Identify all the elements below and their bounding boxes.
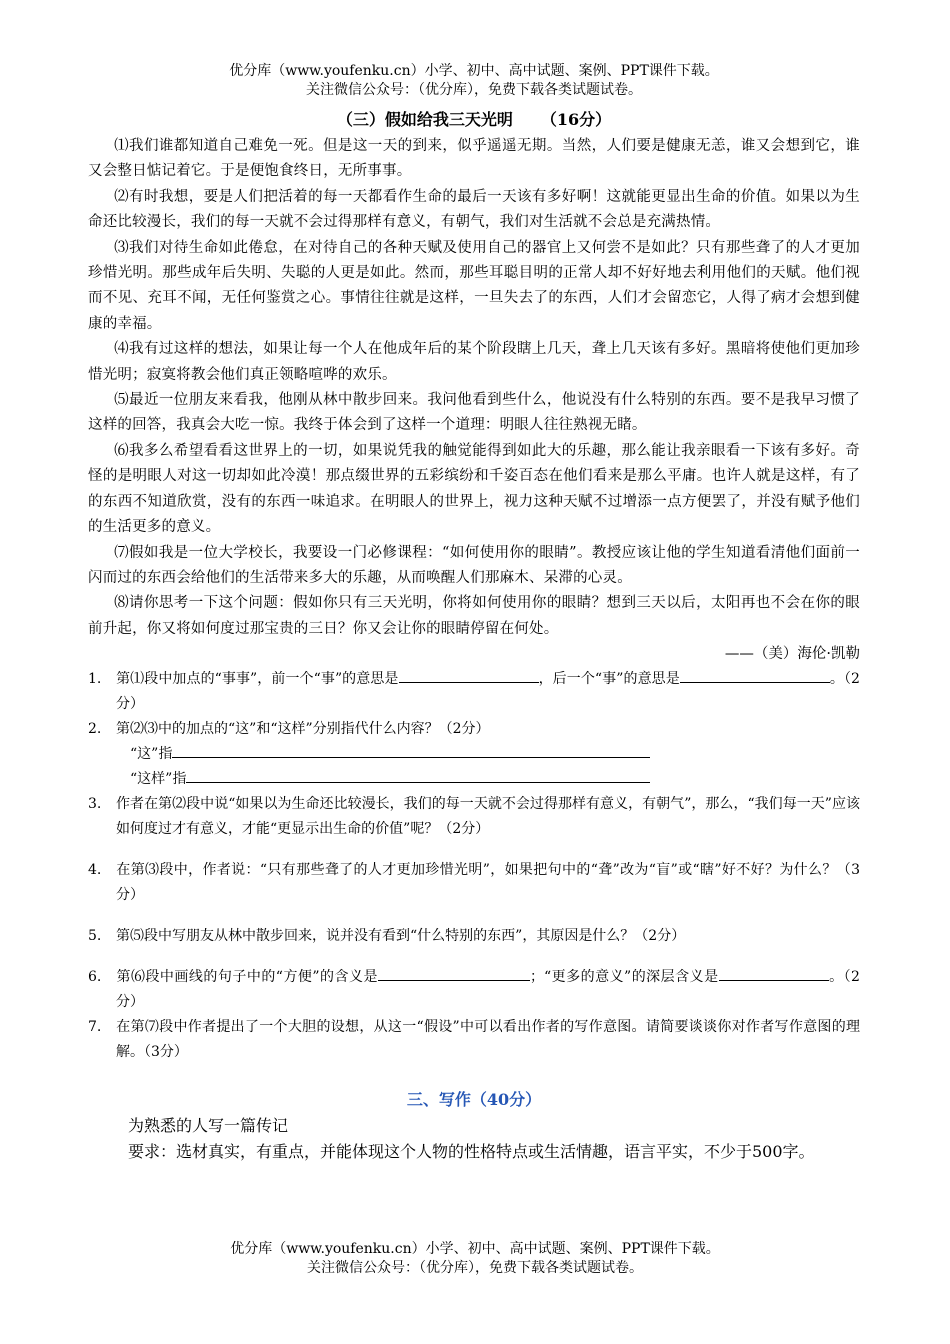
exam-page [88,62,860,1165]
footer-line-2: 关注微信公众号：（优分库），免费下载各类试题试卷。 [307,1260,643,1276]
reading-title [88,108,860,132]
question-2-line-1 [88,742,860,767]
question-7 [88,1015,860,1065]
footer-line-1: 优分库（www.youfenku.cn）小学、初中、高中试题、案例、PPT课件下载。 [230,1241,720,1257]
paragraph-1: ⑴我们谁都知道自己难免一死。但是这一天的到来，似乎遥遥无期。当然，人们要是健康无恙，谁又会想到它，谁又会整日惦记着它。于是便饱食终日，无所事事。 [88,138,860,180]
question-7-number: 7. [88,1019,102,1036]
header-line-2: 关注微信公众号：（优分库），免费下载各类试题试卷。 [306,82,642,98]
writing-topic: 为熟悉的人写一篇传记 [128,1116,289,1136]
answer-blank[interactable] [378,966,530,981]
writing-requirement: 要求：选材真实，有重点，并能体现这个人物的性格特点或生活情趣，语言平实，不少于500字。 [128,1142,815,1162]
question-1-number: 1. [88,671,102,688]
reading-title-text: （三）假如给我三天光明 [336,110,513,129]
question-1-text-c: 。（2分） [116,671,860,713]
header-line-1: 优分库（www.youfenku.cn）小学、初中、高中试题、案例、PPT课件下载。 [229,63,719,79]
question-2 [88,717,860,742]
question-1 [88,667,860,717]
writing-heading: 三、写作（40分） [406,1090,542,1110]
question-5-number: 5. [88,928,102,945]
question-5 [88,924,860,949]
question-5-text: 第⑸段中写朋友从林中散步回来，说并没有看到“什么特别的东西”，其原因是什么？（2分） [116,928,686,945]
question-6-text-a: 第⑹段中画线的句子中的“方便”的含义是 [116,969,378,986]
paragraph-2: ⑵有时我想，要是人们把活着的每一天都看作生命的最后一天该有多好啊！这就能更显出生命的价值。如果以为生命还比较漫长，我们的每一天就不会过得那样有意义，有朝气，我们对生活就不会总是充满热情。 [88,188,860,231]
question-2-line-2 [88,767,860,792]
answer-blank[interactable] [399,668,539,683]
question-6-text-b: ；“更多的意义”的深层含义是 [530,969,719,986]
question-1-text-a: 第⑴段中加点的“事事”，前一个“事”的意思是 [116,671,399,688]
paragraph-7: ⑺假如我是一位大学校长，我要设一门必修课程：“如何使用你的眼睛”。教授应该让他的学生知道看清他们面前一闪而过的东西会给他们的生活带来多大的乐趣，从而唤醒人们那麻木、呆滞的心灵。 [88,544,860,586]
question-2-text: 第⑵⑶中的加点的“这”和“这样”分别指代什么内容？（2分） [116,721,490,738]
question-3 [88,792,860,842]
question-6-number: 6. [88,969,102,986]
page-footer [0,1240,950,1278]
author-credit: ——（美）海伦·凯勒 [724,646,860,663]
answer-blank[interactable] [186,768,650,783]
question-3-number: 3. [88,796,102,813]
question-4-text: 在第⑶段中，作者说：“只有那些聋了的人才更加珍惜光明”，如果把句中的“聋”改为“盲”或“瞎”好不好？为什么？（3分） [116,862,860,904]
page-header [88,62,860,100]
paragraph-8: ⑻请你思考一下这个问题：假如你只有三天光明，你将如何使用你的眼睛？想到三天以后，太阳再也不会在你的眼前升起，你又将如何度过那宝贵的三日？你又会让你的眼睛停留在何处。 [88,595,860,637]
paragraph-5: ⑸最近一位朋友来看我，他刚从林中散步回来。我问他看到些什么，他说没有什么特别的东西。要不是我早习惯了这样的回答，我真会大吃一惊。我终于体会到了这样一个道理：明眼人往往熟视无睹。 [88,392,860,434]
question-6-text-c: 。（2分） [116,969,860,1011]
question-2-label-2: “这样”指 [130,771,187,788]
question-7-text: 在第⑺段中作者提出了一个大胆的设想，从这一“假设”中可以看出作者的写作意图。请简要谈谈你对作者写作意图的理解。（3分） [116,1019,860,1061]
question-3-text: 作者在第⑵段中说“如果以为生命还比较漫长，我们的每一天就不会过得那样有意义，有朝气”，那么，“我们每一天”应该如何度过才有意义，才能“更显示出生命的价值”呢？（2分） [116,796,860,838]
question-2-label-1: “这”指 [130,746,173,763]
reading-score: （16分） [540,110,612,129]
answer-blank[interactable] [719,966,829,981]
question-4-number: 4. [88,862,102,879]
question-2-number: 2. [88,721,102,738]
answer-blank[interactable] [680,668,830,683]
question-6 [88,965,860,1015]
paragraph-6: ⑹我多么希望看看这世界上的一切，如果说凭我的触觉能得到如此大的乐趣，那么能让我亲眼看一下该有多好。奇怪的是明眼人对这一切却如此冷漠！那点缀世界的五彩缤纷和千姿百态在他们看来是那么平庸。也许人就是这样，有了的东西不知道欣赏，没有的东西一味追求。在明眼人的世界上，视力这种天赋不过增添一点方便罢了，并没有赋予他们的生活更多的意义。 [88,442,860,536]
answer-blank[interactable] [172,743,650,758]
paragraph-4: ⑷我有过这样的想法，如果让每一个人在他成年后的某个阶段瞎上几天，聋上几天该有多好。黑暗将使他们更加珍惜光明；寂寞将教会他们真正领略喧哗的欢乐。 [88,341,860,383]
question-4 [88,858,860,908]
paragraph-3: ⑶我们对待生命如此倦怠，在对待自己的各种天赋及使用自己的器官上又何尝不是如此？只有那些聋了的人才更加珍惜光明。那些成年后失明、失聪的人更是如此。然而，那些耳聪目明的正常人却不好好地去利用他们的天赋。他们视而不见、充耳不闻，无任何鉴赏之心。事情往往就是这样，一旦失去了的东西，人们才会留恋它，人得了病才会想到健康的幸福。 [88,239,860,332]
question-1-text-b: ，后一个“事”的意思是 [538,671,680,688]
